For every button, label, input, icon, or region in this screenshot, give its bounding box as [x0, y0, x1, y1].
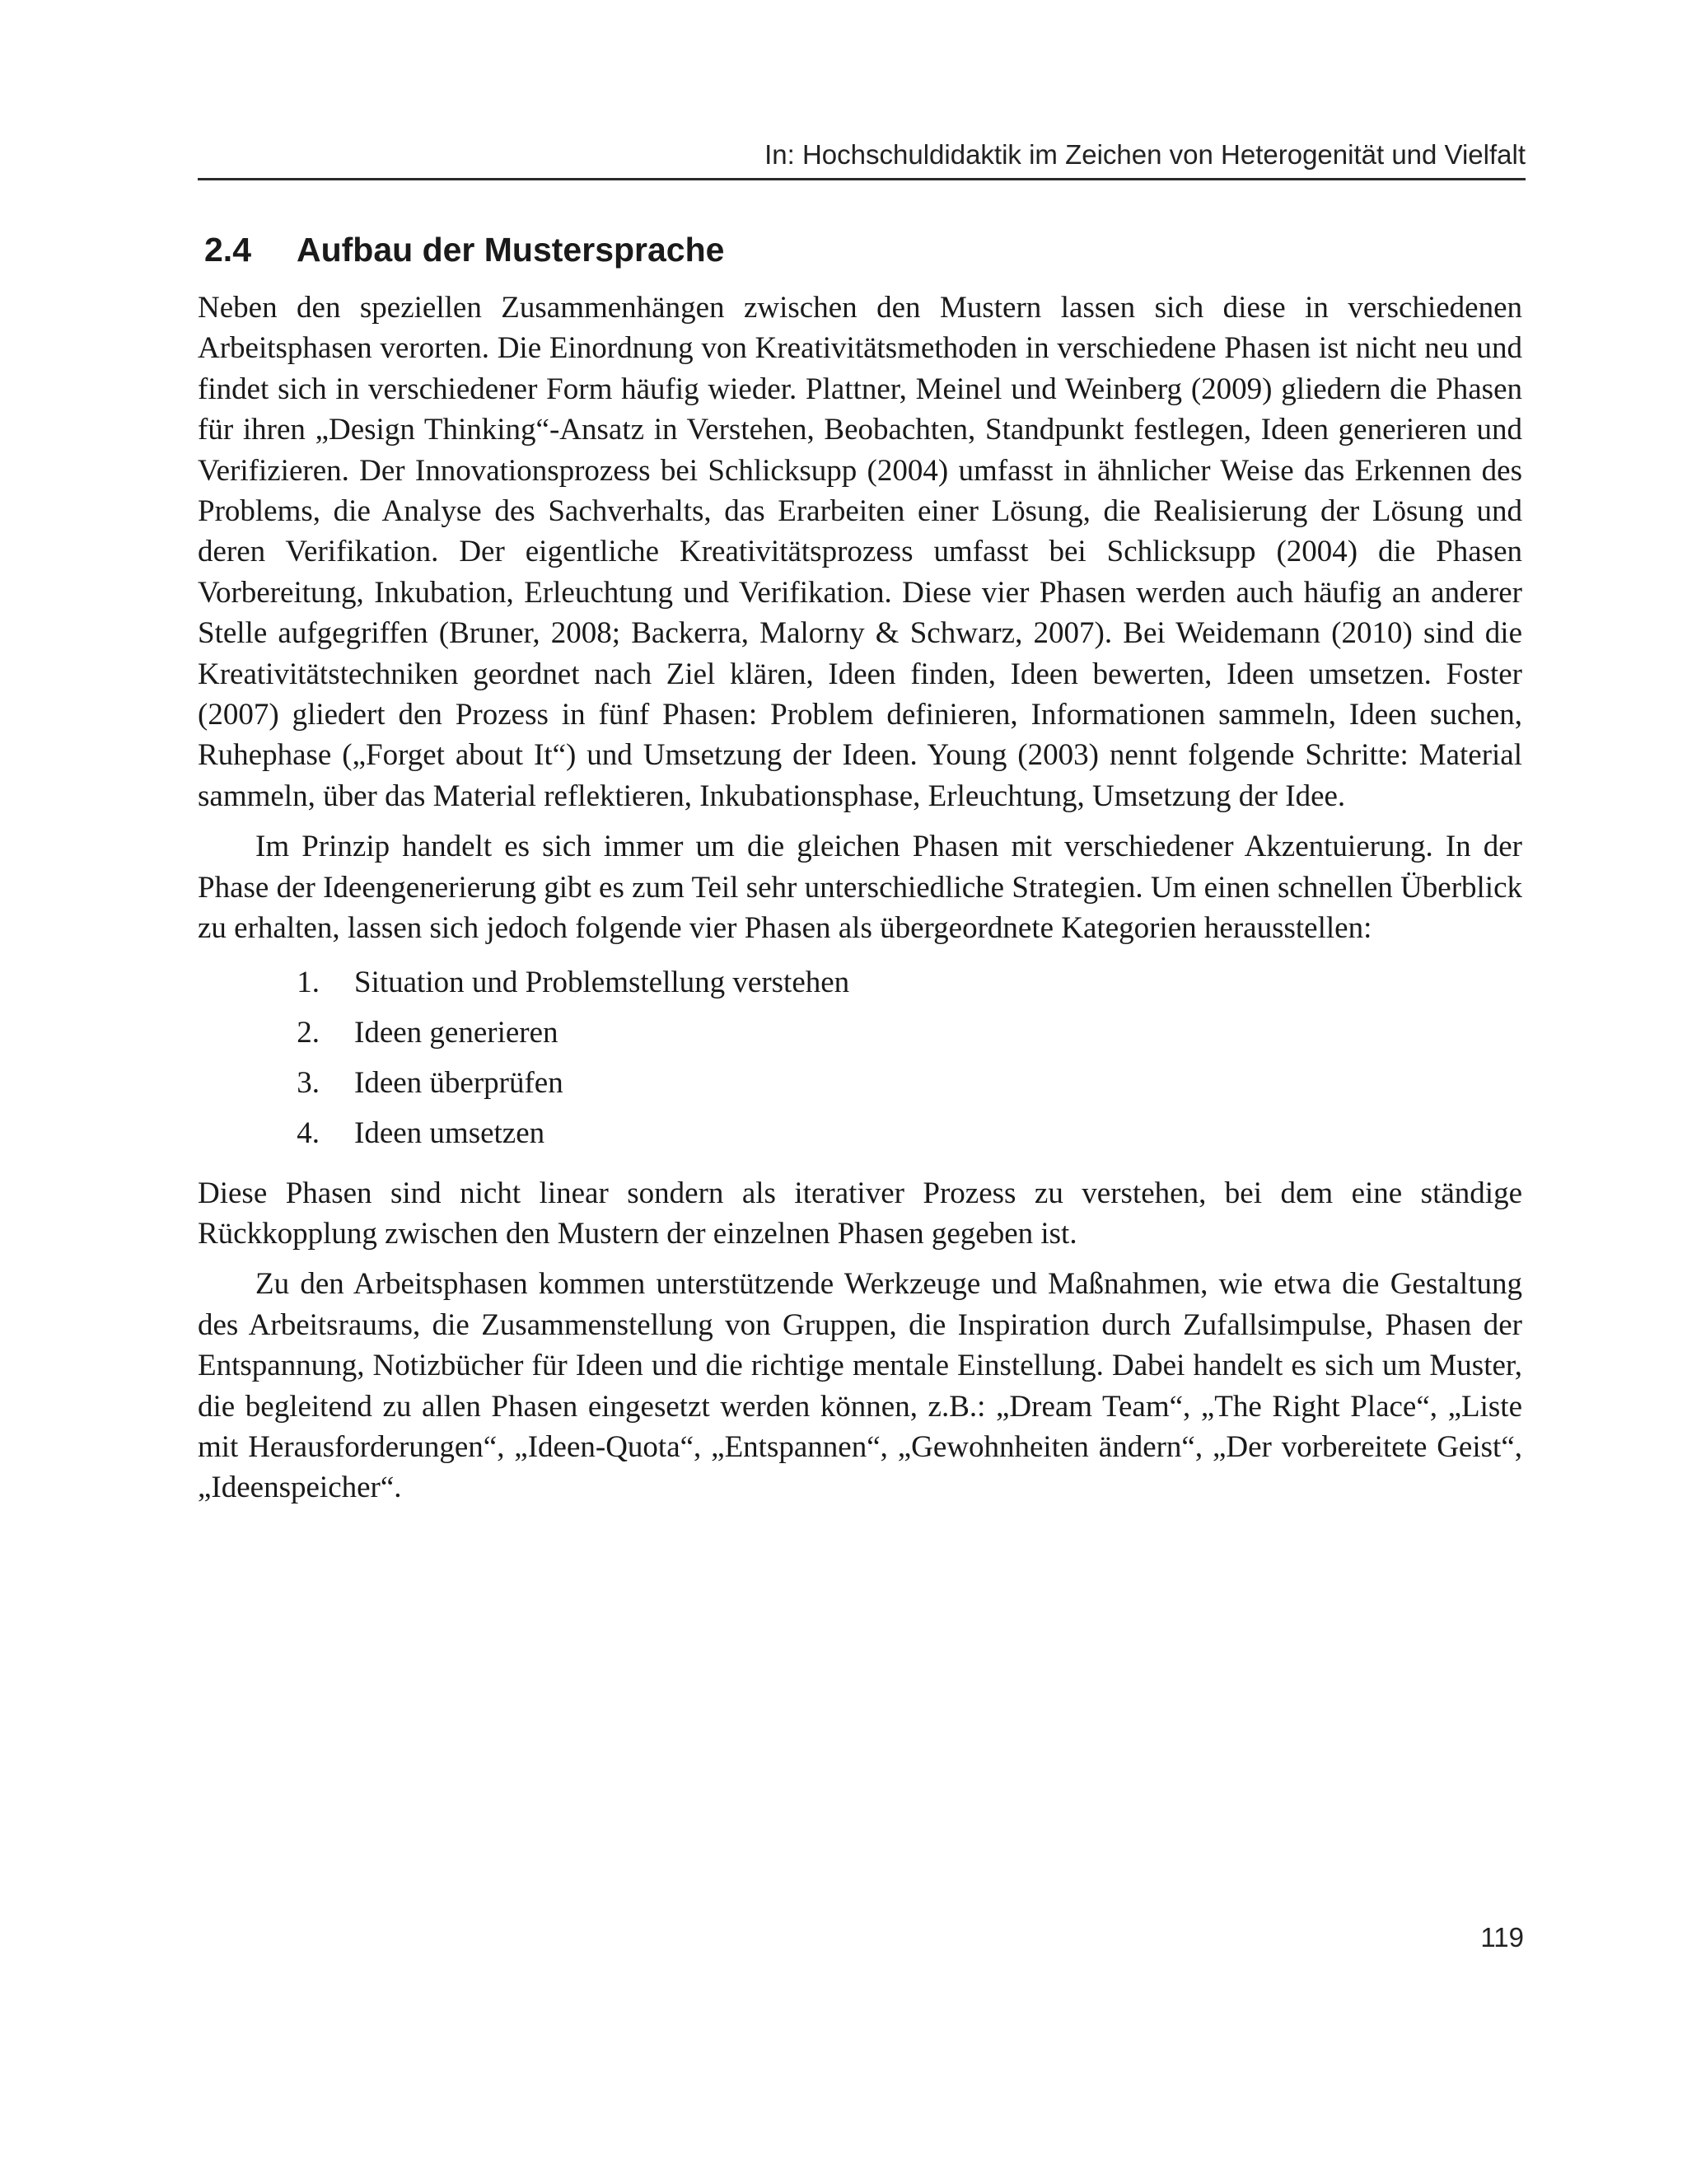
- list-item-text: Ideen überprüfen: [354, 1065, 563, 1100]
- page-number: 119: [1480, 1922, 1524, 1953]
- list-item: [198, 1063, 1522, 1113]
- section-title: Aufbau der Mustersprache: [297, 231, 725, 269]
- paragraph-1: Neben den speziellen Zusammenhängen zwischen den Mustern lassen sich diese in verschiedenen Arbeitsphasen verorten. Die Einordnung von Kreativitätsmethoden in verschiedene Phasen ist nicht neu und findet sich in verschiedener Form häufig wieder. Plattner, Meinel und Weinberg (2009) gliedern die Phasen für ihren „Design Thinking“-Ansatz in Verstehen, Beobachten, Standpunkt festlegen, Ideen generieren und Verifizieren. Der Innovationsprozess bei Schlicksupp (2004) umfasst in ähnlicher Weise das Erkennen des Problems, die Analyse des Sachverhalts, das Erarbeiten einer Lösung, die Realisierung der Lösung und deren Verifikation. Der eigentliche Kreativitätsprozess umfasst bei Schlicksupp (2004) die Phasen Vorbereitung, Inkubation, Erleuchtung und Verifikation. Diese vier Phasen werden auch häufig an anderer Stelle aufgegriffen (Bruner, 2008; Backerra, Malorny & Schwarz, 2007). Bei Weidemann (2010) sind die Kreativitätstechniken geordnet nach Ziel klären, Ideen finden, Ideen bewerten, Ideen umsetzen. Foster (2007) gliedert den Prozess in fünf Phasen: Problem definieren, Informationen sammeln, Ideen suchen, Ruhephase („Forget about It“) und Umsetzung der Ideen. Young (2003) nennt folgende Schritte: Material sammeln, über das Material reflektieren, Inkubationsphase, Erleuchtung, Umsetzung der Idee.: [198, 291, 1522, 813]
- paragraph-3: Diese Phasen sind nicht linear sondern als iterativer Prozess zu verstehen, bei dem eine ständige Rückkopplung zwischen den Mustern der einzelnen Phasen gegeben ist.: [198, 1176, 1522, 1251]
- list-item: [198, 962, 1522, 1012]
- section-number: 2.4: [204, 231, 251, 269]
- list-item-number: 4.: [297, 1115, 320, 1150]
- body-text: [198, 288, 1522, 1508]
- list-item-number: 1.: [297, 965, 320, 999]
- list-item-number: 3.: [297, 1065, 320, 1100]
- list-item: [198, 1012, 1522, 1063]
- paragraph-2: Im Prinzip handelt es sich immer um die gleichen Phasen mit verschiedener Akzentuierung. In der Phase der Ideengenerierung gibt es zum Teil sehr unterschiedliche Strategien. Um einen schnellen Überblick zu erhalten, lassen sich jedoch folgende vier Phasen als übergeordnete Kategorien herausstellen:: [198, 830, 1522, 946]
- list-item: [198, 1113, 1522, 1163]
- list-item-text: Situation und Problemstellung verstehen: [354, 965, 850, 999]
- paragraph-4: Zu den Arbeitsphasen kommen unterstützende Werkzeuge und Maßnahmen, wie etwa die Gestaltung des Arbeitsraums, die Zusammenstellung von Gruppen, die Inspiration durch Zufallsimpulse, Phasen der Entspannung, Notizbücher für Ideen und die richtige mentale Einstellung. Dabei handelt es sich um Muster, die begleitend zu allen Phasen eingesetzt werden können, z.B.: „Dream Team“, „The Right Place“, „Liste mit Herausforderungen“, „Ideen-Quota“, „Entspannen“, „Gewohnheiten ändern“, „Der vorbereitete Geist“, „Ideenspeicher“.: [198, 1267, 1522, 1505]
- phase-list: [198, 962, 1522, 1163]
- list-item-text: Ideen umsetzen: [354, 1115, 545, 1150]
- section-heading: [204, 227, 1522, 273]
- list-item-number: 2.: [297, 1015, 320, 1050]
- running-header: In: Hochschuldidaktik im Zeichen von Heterogenität und Vielfalt: [198, 138, 1526, 180]
- list-item-text: Ideen generieren: [354, 1015, 558, 1050]
